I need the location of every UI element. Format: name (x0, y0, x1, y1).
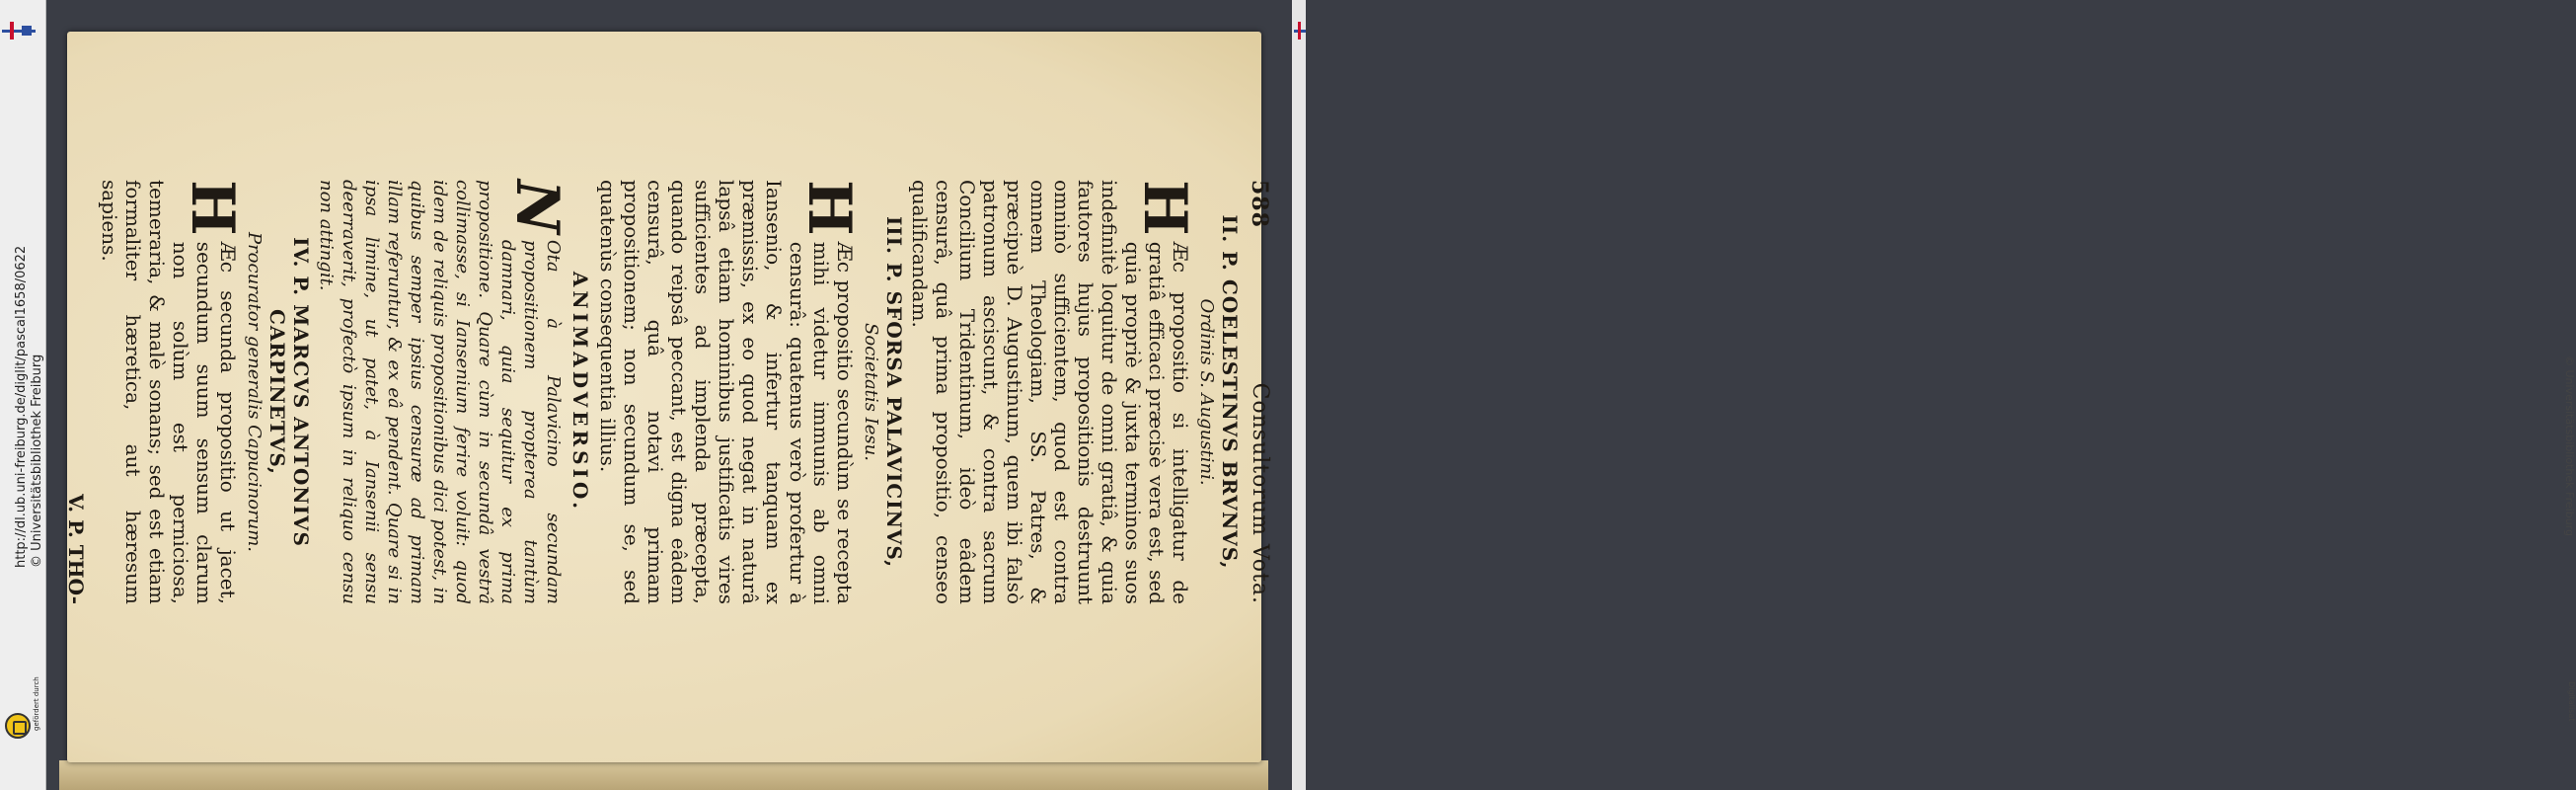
page-number: 588 (1247, 180, 1272, 228)
running-head: Consultorum Vota. (1248, 382, 1272, 604)
section-text-bruno: H Æc propositio si intelligatur de gratiâ efficaci præcisè vera est, sed quia propriè & juxta terminos suos indefinitè loquitur de omni gratiâ, & quia fautores hujus propositionis destruunt omninò sufficientem, quod est contra omnem Theologiam, SS. Patres, & præcipuè D. Augustinum, quem ibi falsò patronum asciscunt, & contra sacrum Concilium Tridentinum, ideò eâdem censurâ, quâ prima propositio, censeo qualificandam. (908, 180, 1199, 604)
sponsor-seal-icon (5, 713, 31, 739)
copyright-notice: © Universitätsbibliothek Freiburg (30, 354, 44, 568)
section-order-carpineto: Procurator generalis Capucinorum. (244, 231, 265, 553)
viewer-right-sidebar (1292, 0, 2576, 790)
section-text-carpineto: H Æc secunda propositio ut jacet, secundum suum sensum clarum non solùm est perniciosa, temeraria, & malè sonans; sed est etiam formaliter hæretica, aut hæresum sapiens. (98, 180, 247, 604)
animadversio-heading: ANIMADVERSIO. (568, 271, 592, 514)
section-name-carpineto: IV. P. MARCVS ANTONIVS CARPINETVS, (265, 237, 313, 547)
animadversio-text: N Ota à Palavicino secundam propositionem propterea tantùm damnari, quia sequitur ex prima propositione. Quare cùm in secundâ vestrâ collimasse, si Iansenium ferire voluit: quod idem de reliquis propositionibus dici potest, in quibus semper ipsius censuræ ad primam illam referuntur, & ex eâ pendent. Quare si in ipsa limine, ut patet, à Iansenii sensu deerraverit, profectò ipsum in reliquo censu non attingit. (316, 180, 571, 604)
viewer-left-sidebar (0, 0, 46, 790)
page-header (1248, 180, 1271, 604)
ub-logo-icon (2, 22, 36, 40)
section-text-palavicino: H Æc propositio secundùm se recepta mihi videtur immunis ab omni censurâ: quatenus verò profertur à Iansenio, & infertur tanquam ex præmissis, ex eo quod negat in naturâ lapsâ etiam hominibus justificatis vires sufficientes ad implenda præcepta, quando reipsâ peccant, est digna eâdem censurâ, quâ notavi primam propositionem; non secundum se, sed quatenùs consequentia illius. (596, 180, 864, 604)
right-copyright: © Universitätsbibliothek Freiburg (2563, 356, 2576, 536)
section-order-bruno: Ordinis S. Augustini. (1196, 298, 1217, 486)
scanned-page (64, 32, 1272, 762)
section-name-bruno: II. P. COELESTINVS BRVNVS, (1218, 214, 1242, 570)
sponsor-note: gefördert durch (33, 676, 40, 731)
section-order-palavicino: Societatis Iesu. (861, 323, 881, 461)
catchword: V. P. THO- (64, 494, 88, 604)
page-edge (59, 760, 1268, 790)
page-text (64, 180, 1272, 604)
right-note: Digitalisat (2567, 681, 2576, 722)
section-name-palavicino: III. P. SFORSA PALAVICINVS, (882, 215, 906, 569)
page-url[interactable]: http://dl.ub.uni-freiburg.de/diglit/pascal1658/0622 (14, 245, 29, 568)
ub-logo-right-icon (1294, 22, 1306, 40)
